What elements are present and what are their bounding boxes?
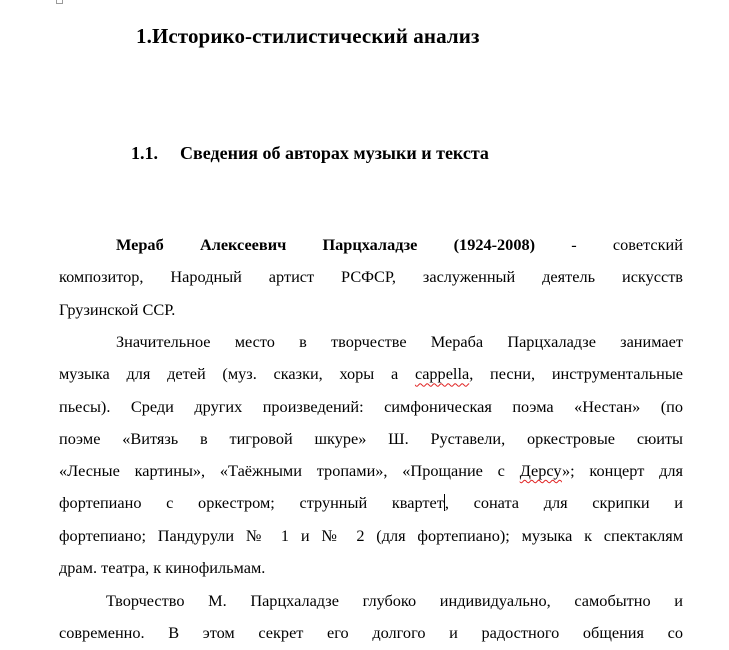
paragraph-line bbox=[59, 487, 683, 519]
word: советский bbox=[612, 235, 683, 254]
author-years: (1924-2008) bbox=[453, 235, 536, 254]
heading-2-title: Сведения об авторах музыки и текста bbox=[180, 143, 489, 163]
spelling-error-word[interactable]: Дерсу bbox=[519, 461, 562, 481]
paragraph-3[interactable] bbox=[59, 585, 683, 650]
paragraph-line: Значительное место в творчестве Мераба Парцхаладзе занимает bbox=[116, 332, 683, 351]
author-first-name: Мераб bbox=[116, 235, 164, 254]
text-run: , песни, инструментальные bbox=[469, 364, 684, 384]
paragraph-line bbox=[59, 229, 683, 261]
paragraph-line: фортепиано; Пандурули № 1 и № 2 (для фортепиано); музыка к спектаклям bbox=[59, 525, 683, 545]
paragraph-line: драм. театра, к кинофильмам. bbox=[59, 558, 266, 578]
paragraph-1[interactable] bbox=[59, 229, 683, 326]
text-run: , соната для скрипки и bbox=[444, 493, 683, 513]
heading-1: 1.Историко-стилистический анализ bbox=[136, 24, 480, 48]
author-last-name: Парцхаладзе bbox=[322, 235, 418, 254]
paragraph-line: поэме «Витязь в тигровой шкуре» Ш. Руставели, оркестровые сюиты bbox=[59, 428, 683, 448]
paragraph-line bbox=[59, 358, 683, 390]
paragraph-line: современно. В этом секрет его долгого и радостного общения со bbox=[59, 623, 683, 643]
paragraph-line: Творчество М. Парцхаладзе глубоко индивидуально, самобытно и bbox=[106, 591, 683, 610]
paragraph-2[interactable] bbox=[59, 326, 683, 584]
paragraph-line: Грузинской ССР. bbox=[59, 299, 176, 319]
dash: - bbox=[571, 235, 577, 254]
text-run: »; концерт для bbox=[561, 461, 683, 481]
spelling-error-word[interactable]: cappella bbox=[414, 364, 470, 384]
paragraph-line: пьесы). Среди других произведений: симфоническая поэма «Нестан» (по bbox=[59, 396, 683, 416]
heading-2 bbox=[131, 143, 489, 164]
author-patronymic: Алексеевич bbox=[199, 235, 287, 254]
text-run: музыка для детей (муз. сказки, хоры а bbox=[59, 364, 415, 384]
text-run: фортепиано с оркестром; струнный квартет bbox=[59, 493, 444, 513]
paragraph-line bbox=[59, 455, 683, 487]
heading-2-number: 1.1. bbox=[131, 143, 158, 163]
paragraph-line: композитор, Народный артист РСФСР, заслуженный деятель искусств bbox=[59, 267, 683, 287]
text-run: «Лесные картины», «Таёжными тропами», «Прощание с bbox=[59, 461, 520, 481]
object-anchor-icon bbox=[56, 0, 63, 4]
